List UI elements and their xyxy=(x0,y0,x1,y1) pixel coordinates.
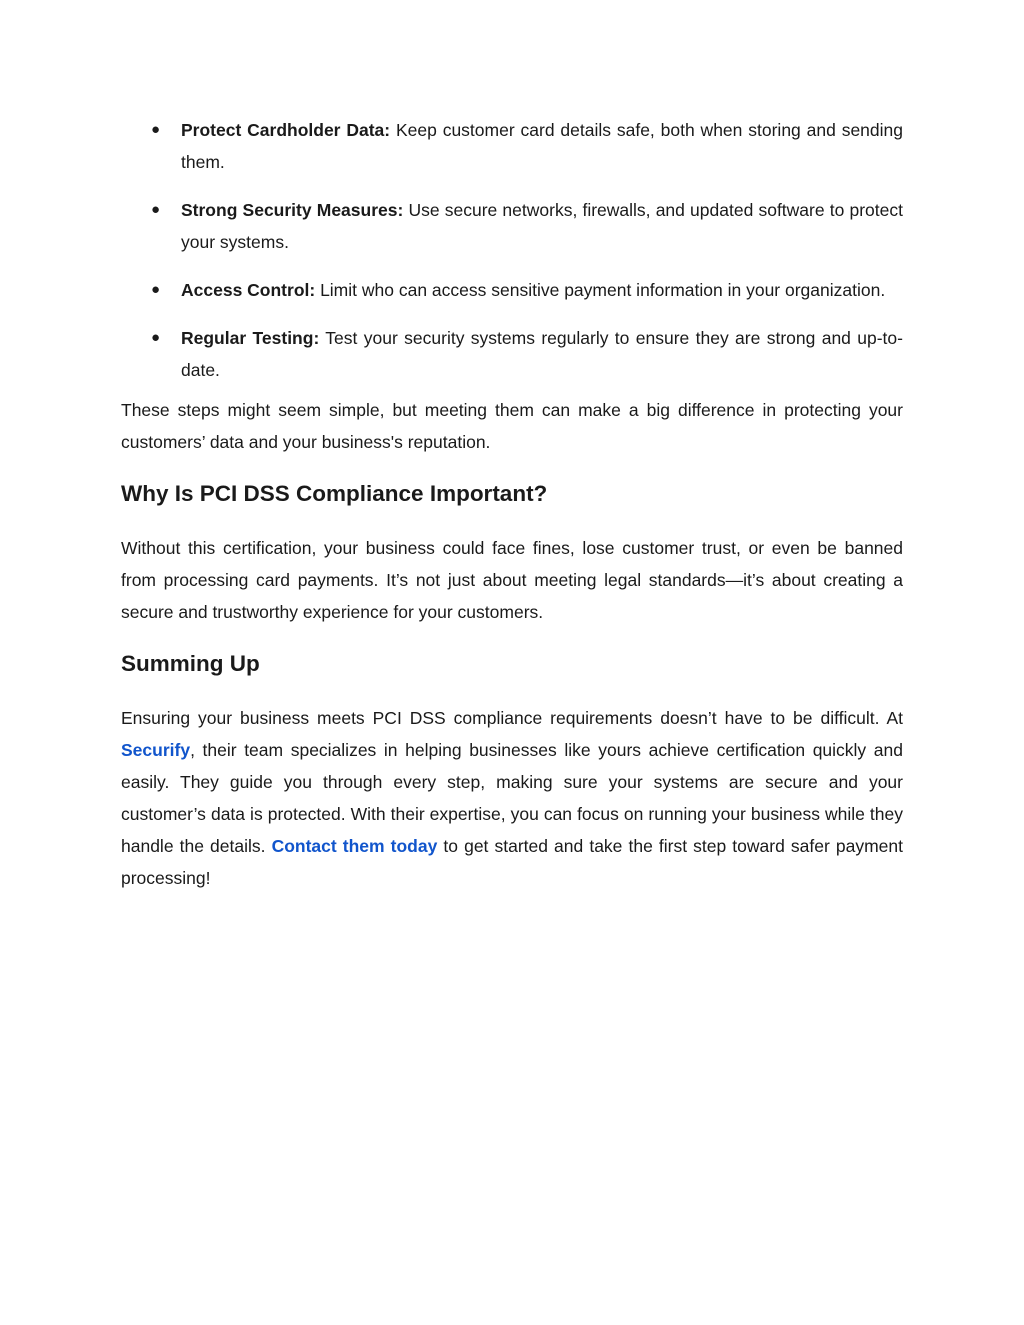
summing-text-mid: , their team specializes in helping businesses like yours achieve certification quickly and easily. They guide you through every step, making sure your systems are secure and your customer’s data is protected. With their expertise, you can focus on running your business while they handle the details. xyxy=(121,740,903,856)
requirements-list xyxy=(121,114,903,386)
summing-text-start: Ensuring your business meets PCI DSS compliance requirements doesn’t have to be difficult. At xyxy=(121,708,903,728)
summing-up-paragraph xyxy=(121,702,903,894)
bullet-dot-icon: ● xyxy=(151,121,161,138)
document-page xyxy=(121,114,903,894)
bullet-dot-icon: ● xyxy=(151,201,161,218)
bullet-term: Strong Security Measures: xyxy=(181,200,404,220)
summing-text-end: to get started and take the first step toward safer payment processing! xyxy=(121,836,904,888)
bullet-text: Use secure networks, firewalls, and updated software to protect your systems. xyxy=(181,200,903,252)
bullet-text: Limit who can access sensitive payment information in your organization. xyxy=(315,280,886,300)
bullet-dot-icon: ● xyxy=(151,329,161,346)
contact-them-today-link[interactable]: Contact them today xyxy=(271,836,438,856)
bullet-dot-icon: ● xyxy=(151,281,161,298)
list-item xyxy=(121,114,903,178)
list-item xyxy=(121,322,903,386)
steps-summary-paragraph: These steps might seem simple, but meeting them can make a big difference in protecting your customers’ data and your business's reputation. xyxy=(121,400,903,452)
bullet-term: Protect Cardholder Data: xyxy=(181,120,391,140)
securify-link[interactable]: Securify xyxy=(121,740,191,760)
why-heading: Why Is PCI DSS Compliance Important? xyxy=(121,481,548,506)
list-item xyxy=(121,194,903,258)
bullet-text: Keep customer card details safe, both when storing and sending them. xyxy=(181,120,903,172)
why-paragraph: Without this certification, your business could face fines, lose customer trust, or even be banned from processing card payments. It’s not just about meeting legal standards—it’s about creating a secure and trustworthy experience for your customers. xyxy=(121,538,903,622)
list-item xyxy=(121,274,903,306)
summing-up-heading: Summing Up xyxy=(121,651,260,676)
bullet-term: Access Control: xyxy=(181,280,316,300)
bullet-term: Regular Testing: xyxy=(181,328,320,348)
bullet-text: Test your security systems regularly to ensure they are strong and up-to-date. xyxy=(181,328,903,380)
